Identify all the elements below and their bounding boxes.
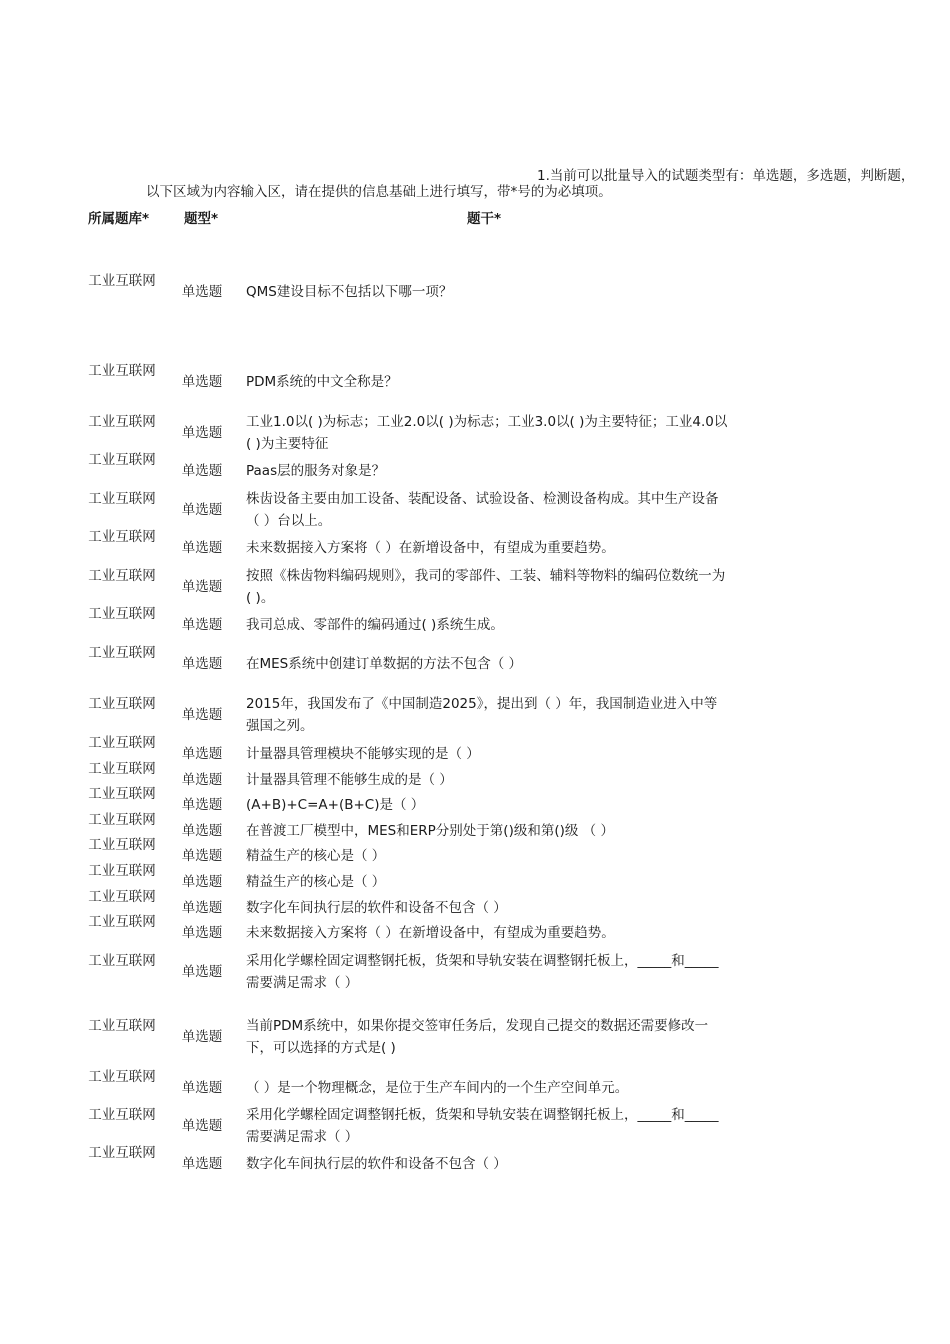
cell-stem: 未来数据接入方案将（ ）在新增设备中，有望成为重要趋势。 <box>246 540 615 556</box>
cell-bank: 工业互联网 <box>88 1018 156 1034</box>
cell-stem: QMS建设目标不包括以下哪一项？ <box>246 284 453 300</box>
cell-bank: 工业互联网 <box>88 363 156 379</box>
cell-stem: 精益生产的核心是（ ） <box>246 874 386 890</box>
cell-type: 单选题 <box>181 463 223 479</box>
cell-bank: 工业互联网 <box>88 953 156 969</box>
cell-bank: 工业互联网 <box>88 568 156 584</box>
cell-bank: 工业互联网 <box>88 414 156 430</box>
cell-bank: 工业互联网 <box>88 786 156 802</box>
cell-bank: 工业互联网 <box>88 606 156 622</box>
cell-stem: PDM系统的中文全称是？ <box>246 374 398 390</box>
cell-type: 单选题 <box>181 925 223 941</box>
cell-stem: （ ）是一个物理概念，是位于生产车间内的一个生产空间单元。 <box>246 1080 629 1096</box>
cell-stem: 计量器具管理模块不能够实现的是（ ） <box>246 746 480 762</box>
cell-stem: 采用化学螺栓固定调整钢托板，货架和导轨安装在调整钢托板上，_____和_____需要满足需求（ ） <box>246 1107 719 1145</box>
cell-type: 单选题 <box>181 874 223 890</box>
cell-bank: 工业互联网 <box>88 735 156 751</box>
intro-text: 以下区域为内容输入区，请在提供的信息基础上进行填写，带*号的为必填项。 <box>146 184 612 200</box>
cell-type: 单选题 <box>181 1080 223 1096</box>
cell-type: 单选题 <box>181 579 223 595</box>
cell-stem: 数字化车间执行层的软件和设备不包含（ ） <box>246 900 507 916</box>
cell-stem: 在MES系统中创建订单数据的方法不包含（ ） <box>246 656 523 672</box>
cell-stem: 采用化学螺栓固定调整钢托板，货架和导轨安装在调整钢托板上，_____和_____需要满足需求（ ） <box>246 953 719 991</box>
cell-bank: 工业互联网 <box>88 645 156 661</box>
cell-stem: 株齿设备主要由加工设备、装配设备、试验设备、检测设备构成。其中生产设备（ ）台以上。 <box>246 491 719 529</box>
header-bank: 所属题库* <box>88 211 150 227</box>
cell-type: 单选题 <box>181 425 223 441</box>
cell-bank: 工业互联网 <box>88 696 156 712</box>
cell-type: 单选题 <box>181 1118 223 1134</box>
cell-bank: 工业互联网 <box>88 812 156 828</box>
cell-type: 单选题 <box>181 502 223 518</box>
cell-bank: 工业互联网 <box>88 761 156 777</box>
cell-type: 单选题 <box>181 284 223 300</box>
cell-bank: 工业互联网 <box>88 889 156 905</box>
cell-stem: 计量器具管理不能够生成的是（ ） <box>246 772 453 788</box>
cell-bank: 工业互联网 <box>88 273 156 289</box>
cell-type: 单选题 <box>181 746 223 762</box>
cell-type: 单选题 <box>181 848 223 864</box>
cell-stem: 精益生产的核心是（ ） <box>246 848 386 864</box>
cell-type: 单选题 <box>181 797 223 813</box>
cell-stem: (A+B)+C=A+(B+C)是（ ） <box>246 797 425 813</box>
header-stem: 题干* <box>467 211 502 227</box>
cell-type: 单选题 <box>181 964 223 980</box>
cell-type: 单选题 <box>181 374 223 390</box>
cell-stem: Paas层的服务对象是？ <box>246 463 386 479</box>
cell-bank: 工业互联网 <box>88 452 156 468</box>
cell-bank: 工业互联网 <box>88 1145 156 1161</box>
cell-type: 单选题 <box>181 772 223 788</box>
cell-bank: 工业互联网 <box>88 863 156 879</box>
cell-type: 单选题 <box>181 707 223 723</box>
cell-type: 单选题 <box>181 617 223 633</box>
cell-type: 单选题 <box>181 1156 223 1172</box>
cell-type: 单选题 <box>181 540 223 556</box>
cell-type: 单选题 <box>181 1029 223 1045</box>
header-type: 题型* <box>184 211 219 227</box>
cell-bank: 工业互联网 <box>88 491 156 507</box>
cell-stem: 按照《株齿物料编码规则》，我司的零部件、工装、辅料等物料的编码位数统一为( )。 <box>246 568 726 606</box>
cell-bank: 工业互联网 <box>88 914 156 930</box>
cell-stem: 当前PDM系统中，如果你提交签审任务后，发现自己提交的数据还需要修改一下，可以选择的方式是( ) <box>246 1018 709 1056</box>
cell-bank: 工业互联网 <box>88 529 156 545</box>
cell-stem: 在普渡工厂模型中，MES和ERP分别处于第()级和第()级 （ ） <box>246 823 614 839</box>
cell-stem: 未来数据接入方案将（ ）在新增设备中，有望成为重要趋势。 <box>246 925 615 941</box>
cell-type: 单选题 <box>181 823 223 839</box>
cell-stem: 我司总成、零部件的编码通过( )系统生成。 <box>246 617 504 633</box>
cell-stem: 工业1.0以( )为标志；工业2.0以( )为标志；工业3.0以( )为主要特征；工业4.0以( )为主要特征 <box>246 414 728 452</box>
cell-bank: 工业互联网 <box>88 1069 156 1085</box>
cell-type: 单选题 <box>181 656 223 672</box>
cell-stem: 2015年，我国发布了《中国制造2025》，提出到（ ）年，我国制造业进入中等强国之列。 <box>246 696 718 734</box>
cell-bank: 工业互联网 <box>88 837 156 853</box>
cell-stem: 数字化车间执行层的软件和设备不包含（ ） <box>246 1156 507 1172</box>
cell-type: 单选题 <box>181 900 223 916</box>
cell-bank: 工业互联网 <box>88 1107 156 1123</box>
import-note: 1.当前可以批量导入的试题类型有：单选题，多选题，判断题， <box>537 168 915 184</box>
